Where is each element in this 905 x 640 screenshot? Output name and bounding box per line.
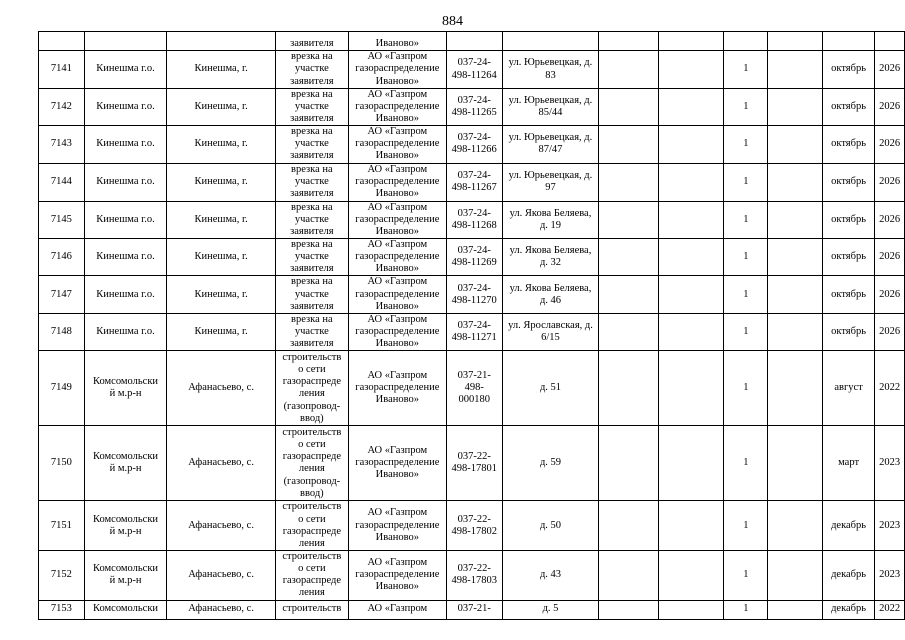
request-code-cell: [446, 32, 502, 51]
locality-cell: Кинешма, г.: [167, 163, 276, 201]
organization-cell: АО «Газпром газораспределение Иваново»: [348, 201, 446, 238]
request-code-cell: 037-24- 498-11268: [446, 201, 502, 238]
empty-cell: [599, 600, 659, 619]
empty-cell: [768, 351, 822, 426]
year-cell: 2026: [875, 238, 905, 275]
district-cell: [84, 32, 167, 51]
district-cell: Кинешма г.о.: [84, 314, 167, 351]
empty-cell: [659, 426, 724, 501]
empty-cell: [599, 238, 659, 275]
month-cell: октябрь: [822, 51, 875, 89]
empty-cell: [599, 550, 659, 600]
empty-cell: [659, 600, 724, 619]
empty-cell: [599, 276, 659, 314]
district-cell: Кинешма г.о.: [84, 89, 167, 126]
empty-cell: [768, 550, 822, 600]
quantity-cell: 1: [724, 276, 768, 314]
empty-cell: [659, 501, 724, 550]
empty-cell: [768, 51, 822, 89]
table-row: [39, 276, 905, 314]
locality-cell: [167, 32, 276, 51]
address-cell: ул. Ярославская, д. 6/15: [502, 314, 599, 351]
row-number: 7152: [39, 550, 85, 600]
district-cell: Кинешма г.о.: [84, 51, 167, 89]
quantity-cell: 1: [724, 201, 768, 238]
row-number: [39, 32, 85, 51]
organization-cell: АО «Газпром газораспределение Иваново»: [348, 89, 446, 126]
empty-cell: [768, 314, 822, 351]
month-cell: август: [822, 351, 875, 426]
empty-cell: [659, 201, 724, 238]
locality-cell: Афанасьево, с.: [167, 600, 276, 619]
year-cell: 2026: [875, 201, 905, 238]
table-row: [39, 550, 905, 600]
empty-cell: [768, 126, 822, 163]
quantity-cell: 1: [724, 51, 768, 89]
table-row: [39, 501, 905, 550]
locality-cell: Афанасьево, с.: [167, 351, 276, 426]
work-type-cell: врезка на участке заявителя: [275, 51, 348, 89]
empty-cell: [599, 32, 659, 51]
row-number: 7143: [39, 126, 85, 163]
empty-cell: [659, 238, 724, 275]
request-code-cell: 037-21- 498- 000180: [446, 351, 502, 426]
year-cell: 2026: [875, 126, 905, 163]
empty-cell: [599, 51, 659, 89]
table-row: [39, 600, 905, 619]
empty-cell: [659, 89, 724, 126]
empty-cell: [768, 501, 822, 550]
empty-cell: [659, 126, 724, 163]
month-cell: октябрь: [822, 276, 875, 314]
organization-cell: АО «Газпром газораспределение Иваново»: [348, 238, 446, 275]
table-row: [39, 51, 905, 89]
empty-cell: [768, 201, 822, 238]
address-cell: д. 51: [502, 351, 599, 426]
month-cell: октябрь: [822, 126, 875, 163]
quantity-cell: 1: [724, 550, 768, 600]
work-type-cell: врезка на участке заявителя: [275, 276, 348, 314]
year-cell: 2022: [875, 351, 905, 426]
month-cell: [822, 32, 875, 51]
quantity-cell: 1: [724, 238, 768, 275]
address-cell: д. 5: [502, 600, 599, 619]
empty-cell: [599, 314, 659, 351]
district-cell: Комсомольски й м.р-н: [84, 426, 167, 501]
year-cell: 2026: [875, 163, 905, 201]
work-type-cell: заявителя: [275, 32, 348, 51]
empty-cell: [599, 126, 659, 163]
locality-cell: Кинешма, г.: [167, 51, 276, 89]
quantity-cell: 1: [724, 600, 768, 619]
request-code-cell: 037-24- 498-11270: [446, 276, 502, 314]
month-cell: октябрь: [822, 238, 875, 275]
district-cell: Кинешма г.о.: [84, 126, 167, 163]
request-code-cell: 037-24- 498-11266: [446, 126, 502, 163]
district-cell: Комсомольски й м.р-н: [84, 501, 167, 550]
month-cell: март: [822, 426, 875, 501]
empty-cell: [599, 501, 659, 550]
request-code-cell: 037-24- 498-11264: [446, 51, 502, 89]
work-type-cell: строительств о сети газораспреде ления: [275, 550, 348, 600]
row-number: 7144: [39, 163, 85, 201]
locality-cell: Афанасьево, с.: [167, 501, 276, 550]
request-code-cell: 037-22- 498-17801: [446, 426, 502, 501]
table-row: [39, 126, 905, 163]
organization-cell: АО «Газпром газораспределение Иваново»: [348, 501, 446, 550]
row-number: 7147: [39, 276, 85, 314]
table-row: [39, 201, 905, 238]
address-cell: д. 50: [502, 501, 599, 550]
address-cell: д. 43: [502, 550, 599, 600]
organization-cell: АО «Газпром газораспределение Иваново»: [348, 276, 446, 314]
address-cell: ул. Юрьевецкая, д. 87/47: [502, 126, 599, 163]
empty-cell: [599, 351, 659, 426]
work-type-cell: врезка на участке заявителя: [275, 314, 348, 351]
request-code-cell: 037-24- 498-11267: [446, 163, 502, 201]
row-number: 7145: [39, 201, 85, 238]
table-row: [39, 89, 905, 126]
quantity-cell: 1: [724, 426, 768, 501]
empty-cell: [659, 550, 724, 600]
address-cell: ул. Якова Беляева, д. 19: [502, 201, 599, 238]
organization-cell: АО «Газпром газораспределение Иваново»: [348, 426, 446, 501]
empty-cell: [768, 426, 822, 501]
locality-cell: Кинешма, г.: [167, 89, 276, 126]
work-type-cell: врезка на участке заявителя: [275, 238, 348, 275]
gas-connection-table: [38, 31, 905, 620]
empty-cell: [599, 426, 659, 501]
request-code-cell: 037-24- 498-11269: [446, 238, 502, 275]
empty-cell: [768, 600, 822, 619]
work-type-cell: врезка на участке заявителя: [275, 126, 348, 163]
organization-cell: АО «Газпром газораспределение Иваново»: [348, 126, 446, 163]
locality-cell: Кинешма, г.: [167, 126, 276, 163]
district-cell: Кинешма г.о.: [84, 163, 167, 201]
locality-cell: Кинешма, г.: [167, 201, 276, 238]
table-row: [39, 238, 905, 275]
month-cell: октябрь: [822, 89, 875, 126]
year-cell: 2022: [875, 600, 905, 619]
work-type-cell: врезка на участке заявителя: [275, 89, 348, 126]
request-code-cell: 037-21-: [446, 600, 502, 619]
empty-cell: [659, 276, 724, 314]
request-code-cell: 037-24- 498-11271: [446, 314, 502, 351]
row-number: 7142: [39, 89, 85, 126]
month-cell: октябрь: [822, 201, 875, 238]
locality-cell: Афанасьево, с.: [167, 550, 276, 600]
quantity-cell: 1: [724, 126, 768, 163]
empty-cell: [659, 314, 724, 351]
locality-cell: Кинешма, г.: [167, 238, 276, 275]
organization-cell: АО «Газпром газораспределение Иваново»: [348, 314, 446, 351]
month-cell: октябрь: [822, 163, 875, 201]
empty-cell: [768, 32, 822, 51]
request-code-cell: 037-22- 498-17802: [446, 501, 502, 550]
empty-cell: [768, 276, 822, 314]
district-cell: Комсомольски: [84, 600, 167, 619]
row-number: 7151: [39, 501, 85, 550]
organization-cell: АО «Газпром газораспределение Иваново»: [348, 51, 446, 89]
organization-cell: АО «Газпром газораспределение Иваново»: [348, 351, 446, 426]
year-cell: [875, 32, 905, 51]
organization-cell: Иваново»: [348, 32, 446, 51]
table-row: [39, 351, 905, 426]
address-cell: ул. Юрьевецкая, д. 83: [502, 51, 599, 89]
year-cell: 2026: [875, 314, 905, 351]
year-cell: 2023: [875, 501, 905, 550]
month-cell: декабрь: [822, 550, 875, 600]
address-cell: [502, 32, 599, 51]
month-cell: декабрь: [822, 600, 875, 619]
address-cell: д. 59: [502, 426, 599, 501]
work-type-cell: строительств: [275, 600, 348, 619]
address-cell: ул. Юрьевецкая, д. 85/44: [502, 89, 599, 126]
quantity-cell: 1: [724, 163, 768, 201]
quantity-cell: 1: [724, 501, 768, 550]
work-type-cell: врезка на участке заявителя: [275, 163, 348, 201]
work-type-cell: строительств о сети газораспреде ления: [275, 501, 348, 550]
district-cell: Кинешма г.о.: [84, 201, 167, 238]
year-cell: 2026: [875, 276, 905, 314]
quantity-cell: 1: [724, 89, 768, 126]
empty-cell: [659, 51, 724, 89]
quantity-cell: [724, 32, 768, 51]
empty-cell: [768, 238, 822, 275]
district-cell: Кинешма г.о.: [84, 238, 167, 275]
table-row: [39, 426, 905, 501]
empty-cell: [599, 201, 659, 238]
year-cell: 2023: [875, 426, 905, 501]
year-cell: 2026: [875, 89, 905, 126]
month-cell: октябрь: [822, 314, 875, 351]
row-number: 7148: [39, 314, 85, 351]
table-body: [39, 32, 905, 620]
locality-cell: Афанасьево, с.: [167, 426, 276, 501]
request-code-cell: 037-24- 498-11265: [446, 89, 502, 126]
empty-cell: [659, 351, 724, 426]
row-number: 7149: [39, 351, 85, 426]
address-cell: ул. Юрьевецкая, д. 97: [502, 163, 599, 201]
page-number: 884: [442, 14, 463, 29]
organization-cell: АО «Газпром: [348, 600, 446, 619]
empty-cell: [768, 89, 822, 126]
empty-cell: [599, 163, 659, 201]
table-row-continuation: [39, 32, 905, 51]
district-cell: Комсомольски й м.р-н: [84, 351, 167, 426]
empty-cell: [768, 163, 822, 201]
row-number: 7150: [39, 426, 85, 501]
year-cell: 2023: [875, 550, 905, 600]
organization-cell: АО «Газпром газораспределение Иваново»: [348, 550, 446, 600]
table-row: [39, 314, 905, 351]
table-row: [39, 163, 905, 201]
row-number: 7141: [39, 51, 85, 89]
address-cell: ул. Якова Беляева, д. 46: [502, 276, 599, 314]
empty-cell: [659, 32, 724, 51]
quantity-cell: 1: [724, 351, 768, 426]
work-type-cell: строительств о сети газораспреде ления (газопровод- ввод): [275, 351, 348, 426]
work-type-cell: строительств о сети газораспреде ления (газопровод- ввод): [275, 426, 348, 501]
month-cell: декабрь: [822, 501, 875, 550]
locality-cell: Кинешма, г.: [167, 276, 276, 314]
row-number: 7146: [39, 238, 85, 275]
address-cell: ул. Якова Беляева, д. 32: [502, 238, 599, 275]
row-number: 7153: [39, 600, 85, 619]
work-type-cell: врезка на участке заявителя: [275, 201, 348, 238]
district-cell: Кинешма г.о.: [84, 276, 167, 314]
locality-cell: Кинешма, г.: [167, 314, 276, 351]
empty-cell: [599, 89, 659, 126]
empty-cell: [659, 163, 724, 201]
request-code-cell: 037-22- 498-17803: [446, 550, 502, 600]
quantity-cell: 1: [724, 314, 768, 351]
organization-cell: АО «Газпром газораспределение Иваново»: [348, 163, 446, 201]
year-cell: 2026: [875, 51, 905, 89]
district-cell: Комсомольски й м.р-н: [84, 550, 167, 600]
